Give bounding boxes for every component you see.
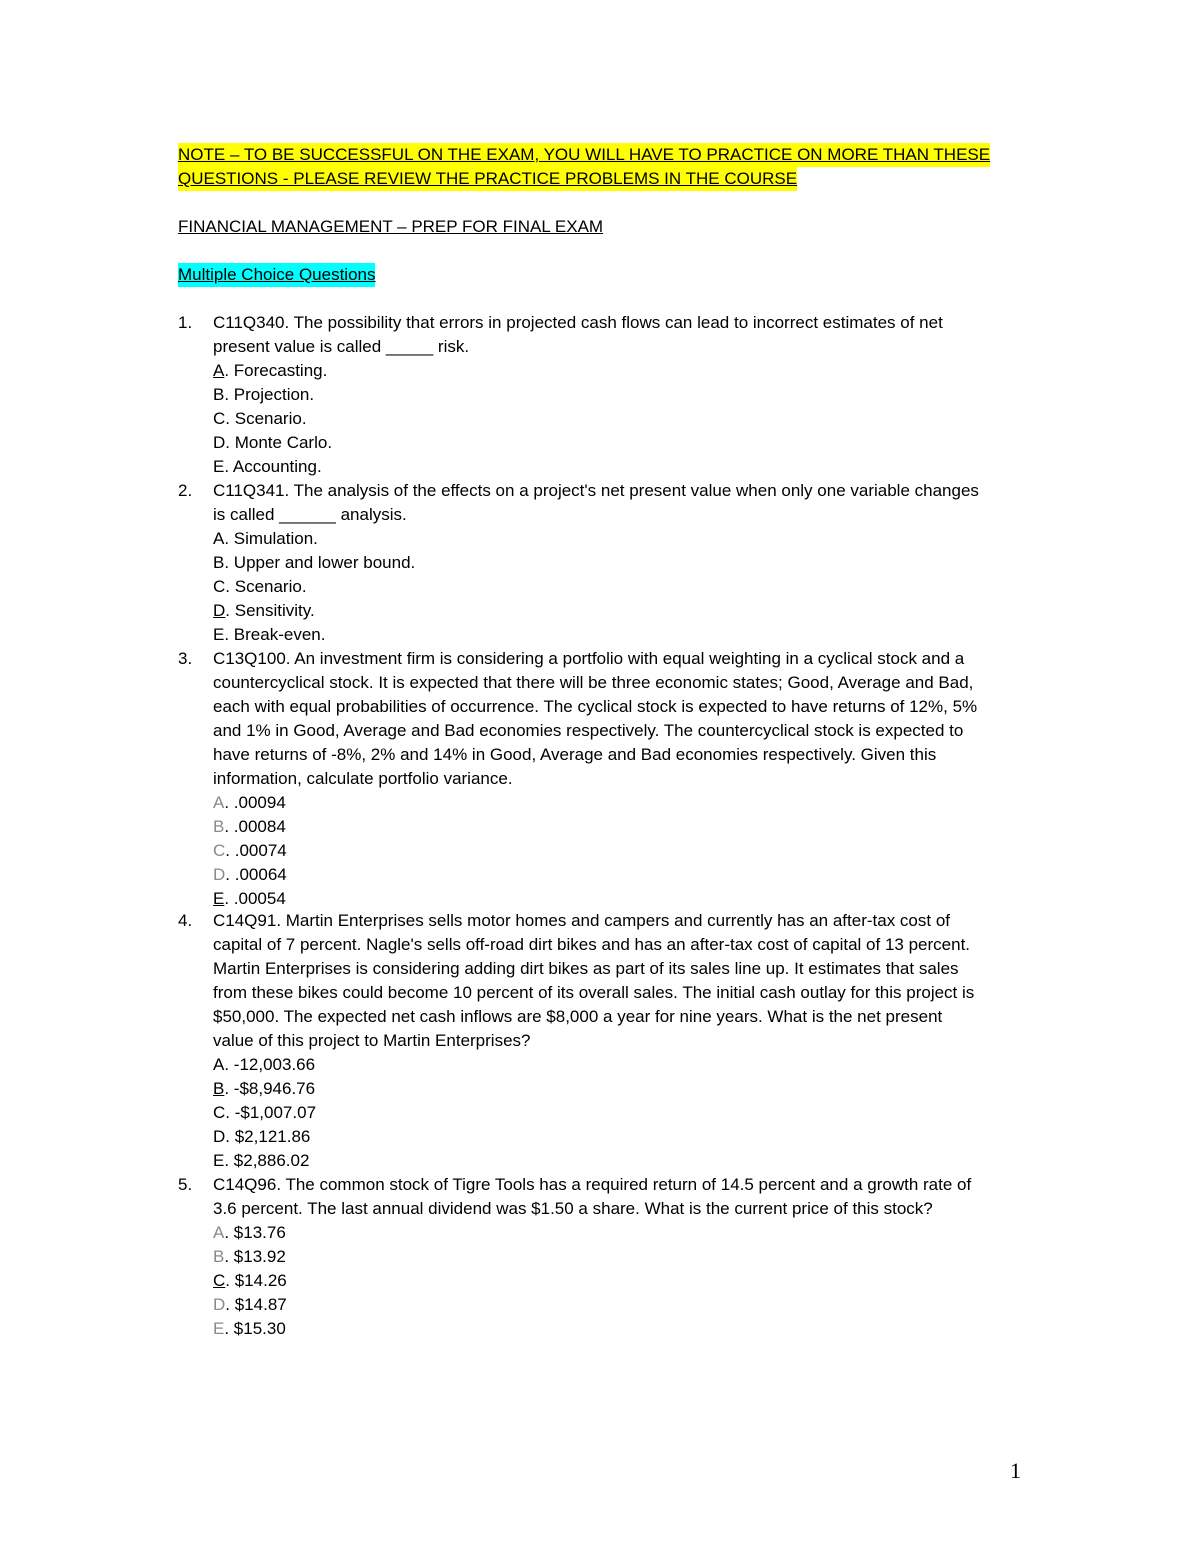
option-letter: B bbox=[213, 1079, 225, 1098]
question-text: C11Q341. The analysis of the effects on a project's net present value when only one variable changes bbox=[213, 481, 979, 500]
option-text: . .00064 bbox=[225, 865, 287, 884]
page-number: 1 bbox=[1010, 1458, 1021, 1483]
question-text: have returns of -8%, 2% and 14% in Good, Average and Bad economies respectively. Given this bbox=[213, 745, 937, 764]
question-text: and 1% in Good, Average and Bad economies respectively. The countercyclical stock is expected to bbox=[213, 721, 964, 740]
option-letter: C bbox=[213, 409, 226, 428]
answer-option bbox=[213, 1221, 286, 1245]
option-text: . $14.87 bbox=[225, 1295, 287, 1314]
answer-option bbox=[213, 383, 314, 407]
option-text: . Forecasting. bbox=[224, 361, 328, 380]
question-text: from these bikes could become 10 percent of its overall sales. The initial cash outlay for this project is bbox=[213, 983, 975, 1002]
option-text: . $15.30 bbox=[224, 1319, 286, 1338]
option-text: . .00094 bbox=[224, 793, 286, 812]
answer-option bbox=[213, 623, 325, 647]
option-letter: B bbox=[213, 385, 225, 404]
note-line-1: NOTE – TO BE SUCCESSFUL ON THE EXAM, YOU WILL HAVE TO PRACTICE ON MORE THAN THESE bbox=[178, 143, 990, 167]
answer-option bbox=[213, 1245, 286, 1269]
question-text: Martin Enterprises is considering adding dirt bikes as part of its sales line up. It estimates that sales bbox=[213, 959, 959, 978]
option-letter: B bbox=[213, 817, 225, 836]
option-letter: B bbox=[213, 553, 225, 572]
answer-option bbox=[213, 863, 287, 887]
answer-option bbox=[213, 407, 307, 431]
option-text: . .00074 bbox=[225, 841, 287, 860]
answer-option bbox=[213, 575, 307, 599]
option-letter: C bbox=[213, 841, 226, 860]
option-letter: E bbox=[213, 889, 225, 908]
option-letter: E bbox=[213, 1151, 225, 1170]
option-text: . Accounting. bbox=[224, 457, 322, 476]
option-text: . $2,886.02 bbox=[224, 1151, 310, 1170]
option-letter: E bbox=[213, 457, 225, 476]
question-number: 2. bbox=[178, 481, 193, 500]
question-text: C14Q96. The common stock of Tigre Tools has a required return of 14.5 percent and a growth rate of bbox=[213, 1175, 972, 1194]
question-text: capital of 7 percent. Nagle's sells off-road dirt bikes and has an after-tax cost of capital of 13 percent. bbox=[213, 935, 971, 954]
answer-option bbox=[213, 1077, 315, 1101]
option-text: . -$1,007.07 bbox=[225, 1103, 317, 1122]
answer-option bbox=[213, 1293, 287, 1317]
option-letter: A bbox=[213, 1055, 225, 1074]
question-text: C11Q340. The possibility that errors in projected cash flows can lead to incorrect estimates of net bbox=[213, 313, 943, 332]
option-letter: D bbox=[213, 601, 226, 620]
answer-option bbox=[213, 1317, 286, 1341]
option-letter: A bbox=[213, 361, 225, 380]
question-text: countercyclical stock. It is expected that there will be three economic states; Good, Average and Bad, bbox=[213, 673, 974, 692]
answer-option bbox=[213, 1053, 315, 1077]
option-text: . $14.26 bbox=[225, 1271, 287, 1290]
answer-option bbox=[213, 1269, 287, 1293]
option-letter: A bbox=[213, 529, 225, 548]
option-text: . $13.92 bbox=[224, 1247, 286, 1266]
question-text: present value is called _____ risk. bbox=[213, 337, 470, 356]
question-text: value of this project to Martin Enterprises? bbox=[213, 1031, 531, 1050]
option-letter: B bbox=[213, 1247, 225, 1266]
question-text: C13Q100. An investment firm is considering a portfolio with equal weighting in a cyclical stock and a bbox=[213, 649, 965, 668]
option-text: . $2,121.86 bbox=[225, 1127, 311, 1146]
answer-option bbox=[213, 527, 318, 551]
option-text: . Projection. bbox=[224, 385, 315, 404]
option-letter: E bbox=[213, 625, 225, 644]
option-letter: D bbox=[213, 1295, 226, 1314]
option-text: . .00054 bbox=[224, 889, 286, 908]
answer-option bbox=[213, 815, 286, 839]
option-letter: A bbox=[213, 1223, 225, 1242]
note-line-2: QUESTIONS - PLEASE REVIEW THE PRACTICE PROBLEMS IN THE COURSE bbox=[178, 167, 797, 191]
option-text: . Break-even. bbox=[224, 625, 326, 644]
option-letter: D bbox=[213, 433, 226, 452]
section-heading: Multiple Choice Questions bbox=[178, 263, 375, 287]
option-text: . Upper and lower bound. bbox=[224, 553, 416, 572]
option-text: . Scenario. bbox=[225, 409, 307, 428]
option-letter: C bbox=[213, 577, 226, 596]
question-number: 5. bbox=[178, 1175, 193, 1194]
option-letter: C bbox=[213, 1271, 226, 1290]
question-text: 3.6 percent. The last annual dividend was $1.50 a share. What is the current price of this stock? bbox=[213, 1199, 933, 1218]
question-text: $50,000. The expected net cash inflows are $8,000 a year for nine years. What is the net present bbox=[213, 1007, 943, 1026]
answer-option bbox=[213, 431, 332, 455]
question-text: is called ______ analysis. bbox=[213, 505, 407, 524]
answer-option bbox=[213, 599, 315, 623]
option-text: . -12,003.66 bbox=[224, 1055, 316, 1074]
question-number: 1. bbox=[178, 313, 193, 332]
option-letter: A bbox=[213, 793, 225, 812]
answer-option bbox=[213, 551, 415, 575]
answer-option bbox=[213, 1125, 310, 1149]
option-text: . Sensitivity. bbox=[225, 601, 315, 620]
answer-option bbox=[213, 359, 327, 383]
option-text: . Scenario. bbox=[225, 577, 307, 596]
answer-option bbox=[213, 791, 286, 815]
question-text: C14Q91. Martin Enterprises sells motor homes and campers and currently has an after-tax cost of bbox=[213, 911, 950, 930]
answer-option bbox=[213, 1101, 316, 1125]
option-text: . Monte Carlo. bbox=[225, 433, 333, 452]
question-text: each with equal probabilities of occurrence. The cyclical stock is expected to have returns of 12%, 5% bbox=[213, 697, 978, 716]
document-title: FINANCIAL MANAGEMENT – PREP FOR FINAL EXAM bbox=[178, 217, 604, 236]
option-letter: D bbox=[213, 1127, 226, 1146]
option-text: . -$8,946.76 bbox=[224, 1079, 316, 1098]
answer-option bbox=[213, 455, 322, 479]
answer-option bbox=[213, 887, 286, 911]
question-number: 3. bbox=[178, 649, 193, 668]
option-text: . $13.76 bbox=[224, 1223, 286, 1242]
option-letter: D bbox=[213, 865, 226, 884]
question-number: 4. bbox=[178, 911, 193, 930]
option-text: . Simulation. bbox=[224, 529, 318, 548]
option-letter: E bbox=[213, 1319, 225, 1338]
option-text: . .00084 bbox=[224, 817, 286, 836]
answer-option bbox=[213, 839, 287, 863]
answer-option bbox=[213, 1149, 309, 1173]
question-text: information, calculate portfolio variance. bbox=[213, 769, 513, 788]
option-letter: C bbox=[213, 1103, 226, 1122]
